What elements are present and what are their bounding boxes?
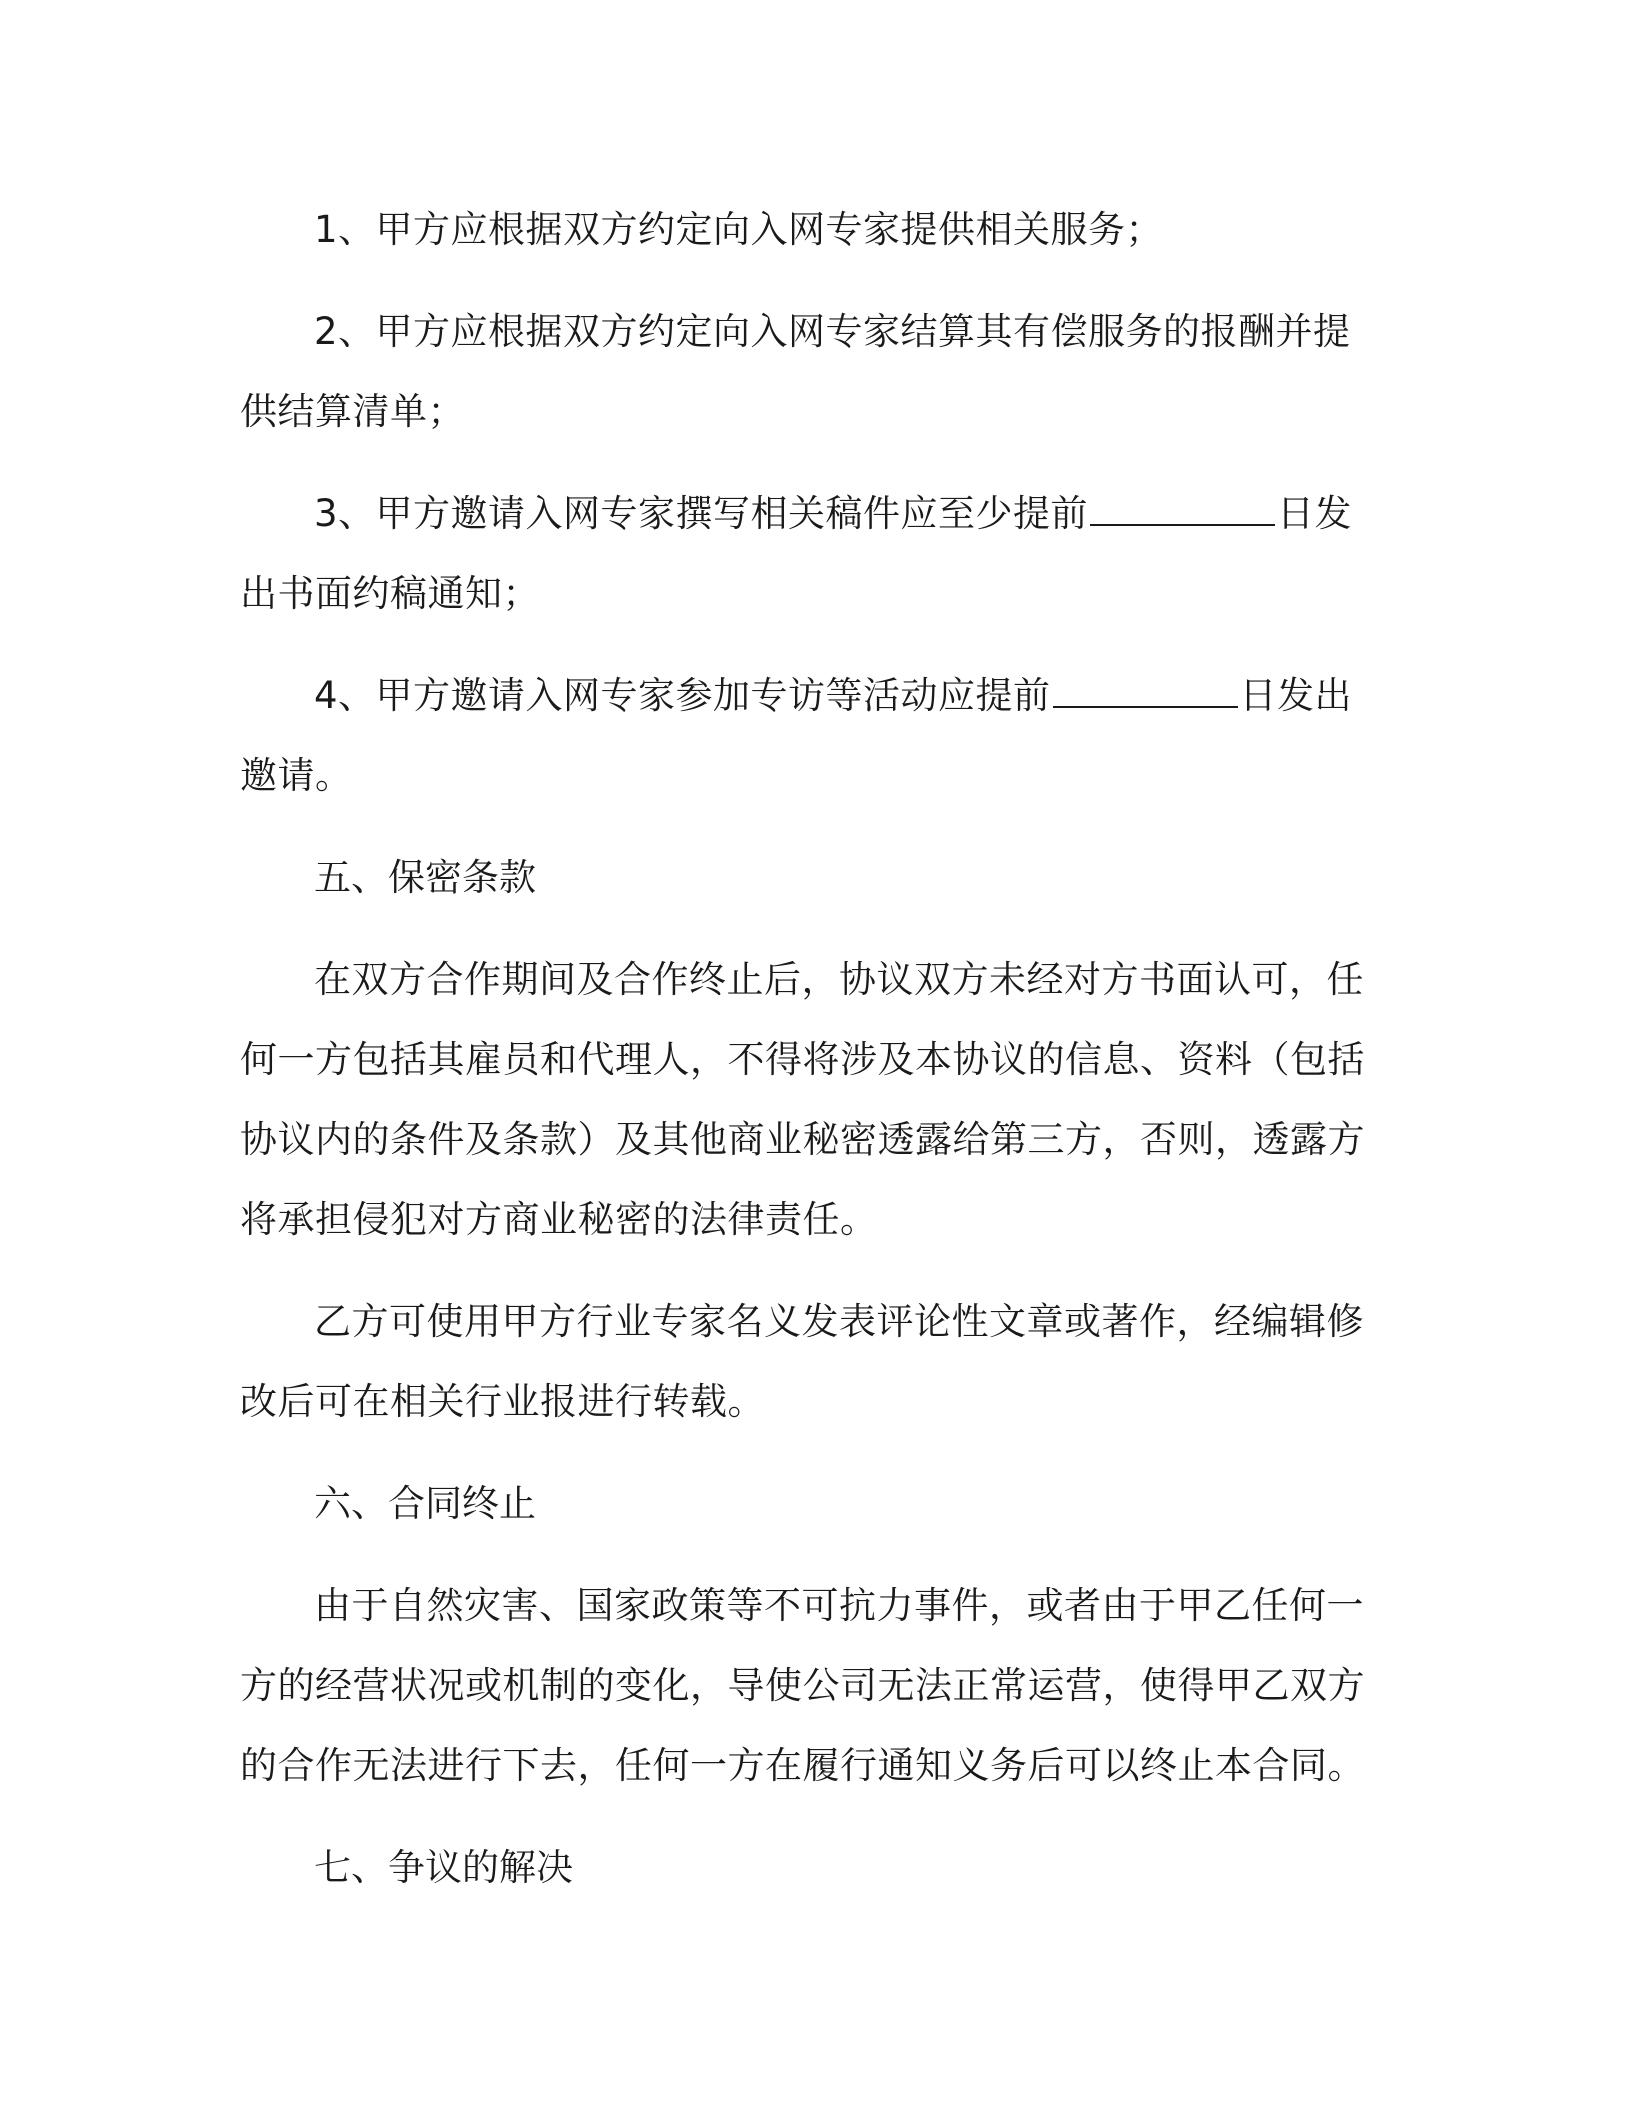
clause-item-1: 1、甲方应根据双方约定向入网专家提供相关服务；: [314, 208, 1164, 251]
confidentiality-paragraph-1: 在双方合作期间及合作终止后，协议双方未经对方书面认可，任何一方包括其雇员和代理人，不得将涉及本协议的信息、资料（包括协议内的条件及条款）及其他商业秘密透露给第三方，否则，透露方将承担侵犯对方商业秘密的法律责任。: [240, 958, 1365, 1241]
clause-item-2: 2、甲方应根据双方约定向入网专家结算其有偿服务的报酬并提供结算清单；: [240, 310, 1351, 433]
fill-in-blank: [1053, 670, 1238, 708]
clause-item-3-before: 3、甲方邀请入网专家撰写相关稿件应至少提前: [314, 492, 1089, 535]
section-heading-termination: 六、合同终止: [314, 1482, 536, 1525]
clause-item-3-after: 日发出书面约稿通知；: [240, 492, 1353, 615]
termination-paragraph: 由于自然灾害、国家政策等不可抗力事件，或者由于甲乙任何一方的经营状况或机制的变化，导使公司无法正常运营，使得甲乙双方的合作无法进行下去，任何一方在履行通知义务后可以终止本合同。: [240, 1584, 1365, 1787]
section-heading-dispute: 七、争议的解决: [314, 1846, 573, 1889]
confidentiality-paragraph-2: 乙方可使用甲方行业专家名义发表评论性文章或著作，经编辑修改后可在相关行业报进行转载。: [240, 1300, 1364, 1423]
fill-in-blank: [1090, 488, 1275, 526]
clause-item-4-before: 4、甲方邀请入网专家参加专访等活动应提前: [314, 674, 1051, 717]
clause-item-4: [240, 656, 1380, 816]
clause-item-4-after: 日发出邀请。: [240, 674, 1353, 797]
clause-item-3: [240, 474, 1380, 634]
document-page: [240, 190, 1380, 1908]
section-heading-confidentiality: 五、保密条款: [314, 856, 536, 899]
